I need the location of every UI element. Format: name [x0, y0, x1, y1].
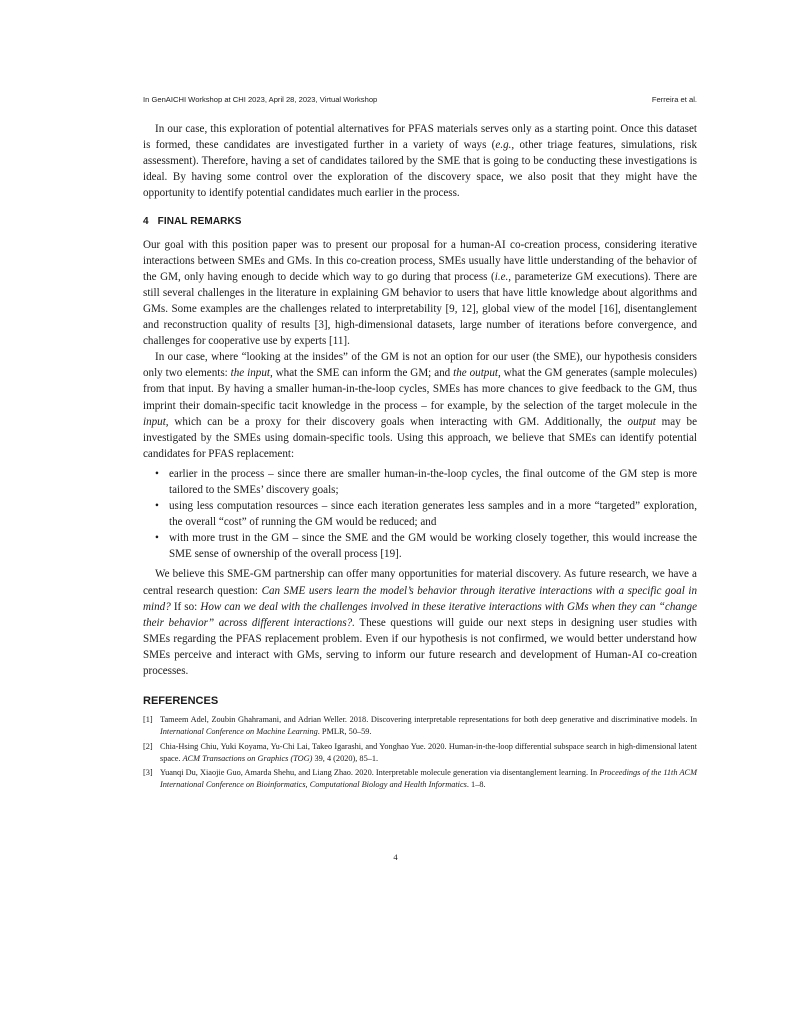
list-item: • with more trust in the GM – since the SME and the GM would be working closely together, this would increase the SME sense of ownership of the overall process [19]. [169, 530, 697, 562]
running-header [143, 95, 697, 107]
list-item: • earlier in the process – since there are smaller human-in-the-loop cycles, the final outcome of the GM step is more tailored to the SMEs’ discovery goals; [169, 466, 697, 498]
benefits-list [143, 466, 697, 563]
header-authors: Ferreira et al. [651, 95, 697, 104]
page-number: 4 [393, 852, 398, 862]
header-venue: In GenAICHI Workshop at CHI 2023, April 28, 2023, Virtual Workshop [143, 95, 378, 104]
reference-item: [3] Yuanqi Du, Xiaojie Guo, Amarda Shehu, and Liang Zhao. 2020. Interpretable molecule generation via disentanglement learning. In Proceedings of the 11th ACM International Conference on Bioinformatics, Computational Biology and Health Informatics. 1–8. [143, 768, 697, 790]
references-heading: REFERENCES [143, 695, 219, 708]
remarks-paragraph-1: Our goal with this position paper was to present our proposal for a human-AI co-creation process, considering iterative interactions between SMEs and GMs. In this co-creation process, SMEs usually have little understanding of the behavior of the GM, only having enough to decide which way to go during that process (i.e., parameterize GM executions). There are still several challenges in the literature in explaining GM behavior to users that have little knowledge about algorithms and GMs. Some examples are the challenges related to interpretability [9, 12], global view of the model [16], disentanglement and reconstruction quality of results [3], high-dimensional datasets, large number of iterations before convergence, and challenges for cooperative use by experts [11]. [143, 238, 698, 348]
list-item: • using less computation resources – since each iteration generates less samples and in a more “targeted” exploration, the overall “cost” of running the GM would be reduced; and [169, 498, 697, 530]
section-heading: 4 FINAL REMARKS [143, 216, 242, 228]
body-text [143, 121, 697, 793]
remarks-paragraph-2: In our case, where “looking at the insides” of the GM is not an option for our user (the SME), our hypothesis considers only two elements: the input, what the SME can inform the GM; and the output, what the GM generates (sample molecules) from that input. By having a smaller human-in-the-loop cycles, SMEs has more chances to give feedback to the GM, thus imprint their domain-specific tacit knowledge in the process – for example, by the selection of the target molecule in the input, which can be a proxy for their discovery goals when interacting with GM. Additionally, the output may be investigated by the SMEs using domain-specific tools. Using this approach, we believe that SMEs can identify potential candidates for PFAS replacement: [143, 351, 697, 460]
intro-paragraph: In our case, this exploration of potential alternatives for PFAS materials serves only as a starting point. Once this dataset is formed, these candidates are investigated further in a variety of ways (e.g., other triage features, simulations, risk assessment). Therefore, having a set of candidates tailored by the SME that is going to be conducting these investigations is ideal. By having some control over the exploration of the discovery space, we also posit that they might have the opportunity to identify potential candidates much earlier in the process. [143, 123, 697, 200]
references-list [143, 714, 697, 791]
reference-item: [1] Tameem Adel, Zoubin Ghahramani, and Adrian Weller. 2018. Discovering interpretable representations for both deep generative and discriminative models. In International Conference on Machine Learning. PMLR, 50–59. [143, 715, 697, 737]
reference-item: [2] Chia-Hsing Chiu, Yuki Koyama, Yu-Chi Lai, Takeo Igarashi, and Yonghao Yue. 2020. Human-in-the-loop differential subspace search in high-dimensional latent space. ACM Transactions on Graphics (TOG) 39, 4 (2020), 85–1. [143, 741, 697, 763]
remarks-paragraph-3: We believe this SME-GM partnership can offer many opportunities for material discovery. As future research, we have a central research question: Can SME users learn the model’s behavior through iterative interactions with a specific goal in mind? If so: How can we deal with the challenges involved in these iterative interactions with GMs when they can “change their behavior” across different interactions?. These questions will guide our next steps in designing user studies with SMEs regarding the PFAS replacement problem. Even if our hypothesis is not confirmed, we would better understand how SMEs perceive and interact with GMs, serving to inform our future research and development of Human-AI co-creation processes. [143, 568, 698, 677]
